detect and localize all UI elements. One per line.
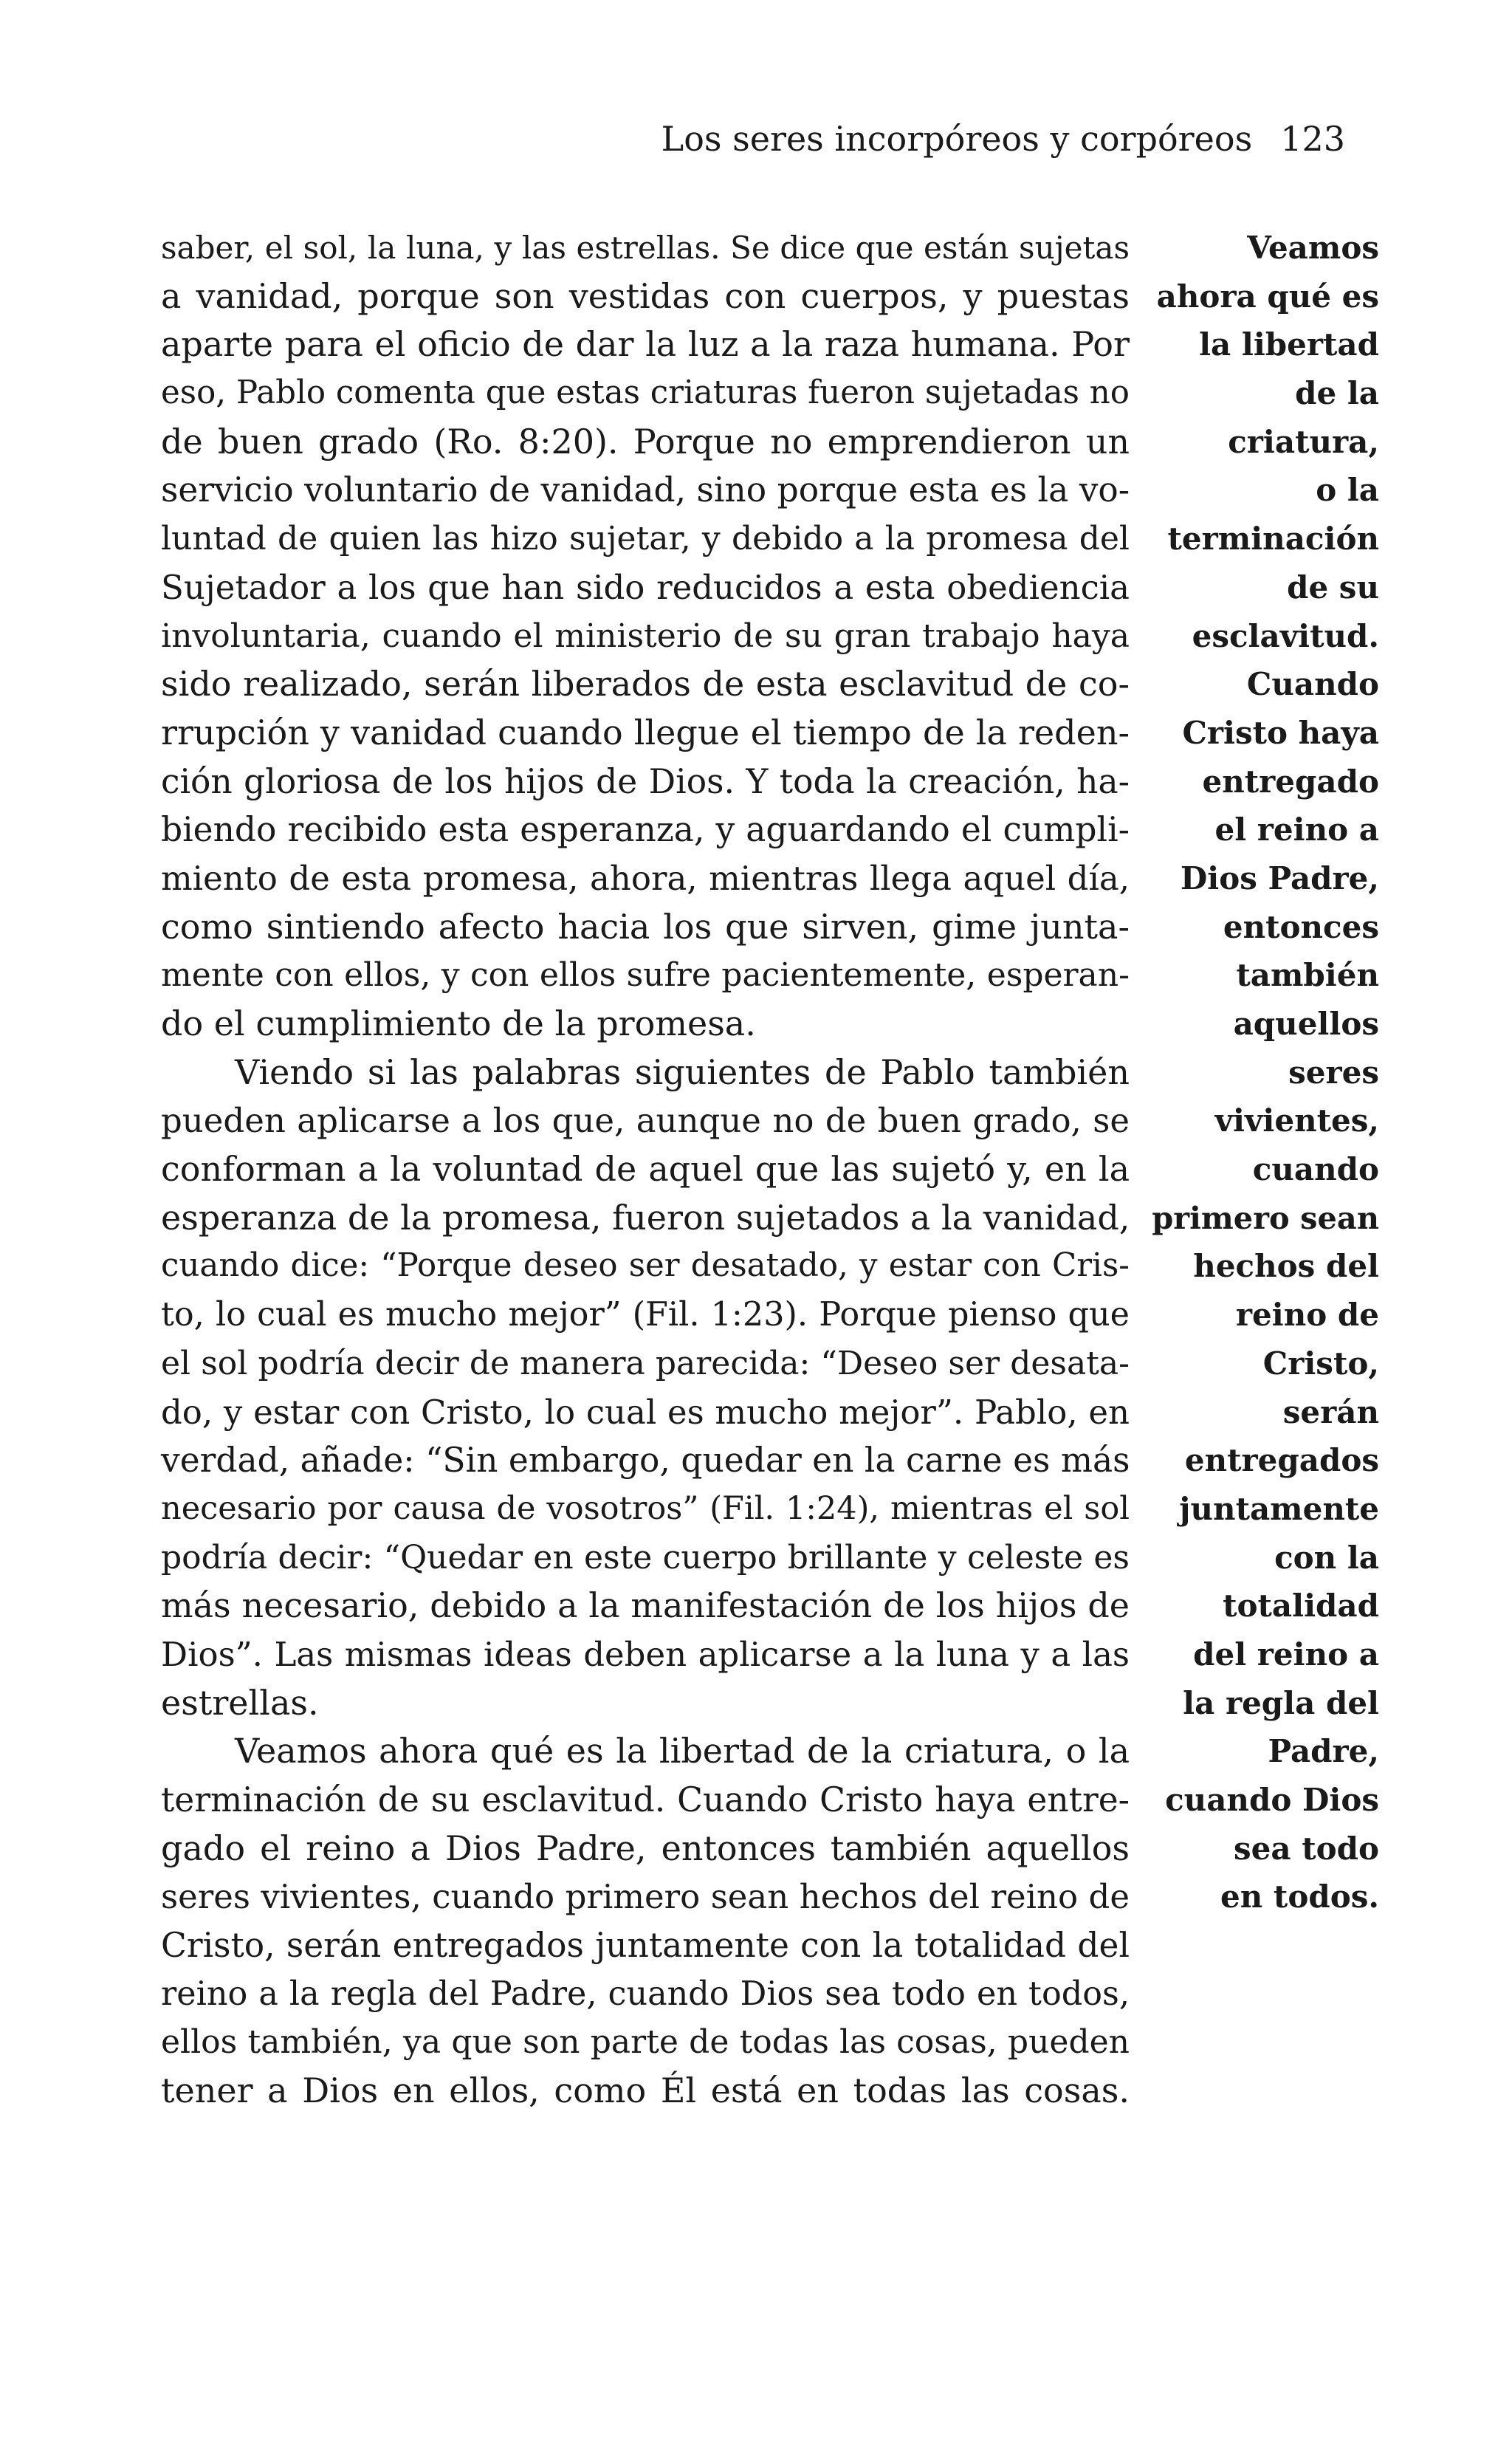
body-line: como sintiendo afecto hacia los que sirven, gime junta- [161, 906, 1130, 947]
margin-note-line: también [1236, 957, 1379, 994]
body-line: Cristo, serán entregados juntamente con la totalidad del [161, 1926, 1130, 1966]
margin-note-line: Cristo haya [1182, 714, 1379, 751]
margin-note-line: Cuando [1246, 666, 1379, 703]
body-line: Dios”. Las mismas ideas deben aplicarse a la luna y a las [161, 1634, 1130, 1674]
body-line: esperanza de la promesa, fueron sujetados a la vanidad, [161, 1197, 1130, 1238]
body-line: conforman a la voluntad de aquel que las sujetó y, en la [161, 1149, 1130, 1190]
body-line: Viendo si las palabras siguientes de Pablo también [235, 1051, 1130, 1092]
margin-note-line: serán [1282, 1393, 1379, 1430]
margin-note-line: con la [1274, 1539, 1379, 1576]
body-line: gado el reino a Dios Padre, entonces también aquellos [161, 1828, 1130, 1868]
body-line: ellos también, ya que son parte de todas las cosas, pueden [161, 2023, 1130, 2062]
body-line: mente con ellos, y con ellos sufre pacientemente, esperan- [161, 956, 1130, 995]
running-title: Los seres incorpóreos y corpóreos [661, 119, 1253, 159]
running-head [662, 118, 1345, 159]
margin-note-line: cuando [1252, 1151, 1379, 1188]
margin-note-line: criatura, [1228, 423, 1379, 460]
body-line: el sol podría decir de manera parecida: “Deseo ser desata- [161, 1344, 1130, 1382]
body-line: pueden aplicarse a los que, aunque no de buen grado, se [161, 1101, 1130, 1141]
body-line: a vanidad, porque son vestidas con cuerpos, y puestas [161, 275, 1130, 316]
body-line: terminación de su esclavitud. Cuando Cristo haya entre- [161, 1780, 1130, 1819]
body-line: tener a Dios en ellos, como Él está en todas las cosas. [161, 2071, 1130, 2111]
body-line: aparte para el oficio de dar la luz a la raza humana. Por [161, 324, 1130, 365]
body-line: Veamos ahora qué es la libertad de la criatura, o la [235, 1731, 1130, 1771]
margin-note-line: esclavitud. [1192, 617, 1379, 654]
margin-note-line: de su [1287, 569, 1379, 605]
margin-note-line: juntamente [1179, 1490, 1379, 1527]
margin-note-line: ahora qué es [1156, 278, 1379, 315]
body-line: do el cumplimiento de la promesa. [161, 1004, 756, 1043]
body-line: to, lo cual es mucho mejor” (Fil. 1:23). Porque pienso que [161, 1296, 1130, 1334]
margin-note-line: vivientes, [1214, 1102, 1379, 1139]
margin-note-line: cuando Dios [1165, 1782, 1379, 1818]
margin-note-line: entregados [1184, 1442, 1379, 1479]
margin-note-line: el reino a [1214, 812, 1379, 848]
margin-note-line: en todos. [1220, 1879, 1379, 1915]
margin-note-line: totalidad [1223, 1588, 1379, 1625]
body-line: ción gloriosa de los hijos de Dios. Y toda la creación, ha- [161, 761, 1130, 801]
margin-note-line: sea todo [1234, 1830, 1379, 1867]
body-line: servicio voluntario de vanidad, sino porque esta es la vo- [161, 470, 1130, 510]
margin-note-line: del reino a [1193, 1636, 1379, 1672]
margin-note-line: de la [1295, 375, 1379, 412]
body-line: do, y estar con Cristo, lo cual es mucho mejor”. Pablo, en [161, 1392, 1130, 1432]
margin-note-line: aquellos [1233, 1006, 1379, 1042]
margin-note-line: entregado [1202, 763, 1379, 800]
margin-note-line: Dios Padre, [1180, 860, 1379, 896]
margin-note-line: Cristo, [1262, 1345, 1379, 1382]
margin-note-line: reino de [1235, 1297, 1379, 1334]
margin-note-line: entonces [1223, 908, 1379, 945]
margin-note-line: o la [1316, 472, 1379, 509]
body-line: seres vivientes, cuando primero sean hechos del reino de [161, 1877, 1130, 1917]
margin-note-line: Veamos [1247, 230, 1379, 266]
body-line: cuando dice: “Porque deseo ser desatado, y estar con Cris- [161, 1247, 1130, 1285]
body-line: necesario por causa de vosotros” (Fil. 1:24), mientras el sol [161, 1489, 1130, 1527]
page-number: 123 [1280, 119, 1345, 159]
body-line: involuntaria, cuando el ministerio de su gran trabajo haya [161, 617, 1130, 655]
body-line: más necesario, debido a la manifestación de los hijos de [161, 1585, 1130, 1626]
body-line: luntad de quien las hizo sujetar, y debido a la promesa del [161, 520, 1130, 558]
body-line: eso, Pablo comenta que estas criaturas fueron sujetadas no [161, 374, 1130, 412]
body-line: saber, el sol, la luna, y las estrellas. Se dice que están sujetas [161, 230, 1130, 266]
margin-note-line: hechos del [1193, 1248, 1379, 1285]
body-line: Sujetador a los que han sido reducidos a esta obediencia [161, 567, 1130, 607]
body-line: de buen grado (Ro. 8:20). Porque no emprendieron un [161, 421, 1130, 462]
body-line: verdad, añade: “Sin embargo, quedar en la carne es más [161, 1441, 1130, 1481]
body-line: rrupción y vanidad cuando llegue el tiempo de la reden- [161, 712, 1130, 752]
body-line: sido realizado, serán liberados de esta esclavitud de co- [161, 664, 1130, 704]
body-line: reino a la regla del Padre, cuando Dios sea todo en todos, [161, 1975, 1130, 2013]
body-line: biendo recibido esta esperanza, y aguardando el cumpli- [161, 810, 1130, 850]
margin-note-line: la regla del [1183, 1684, 1379, 1721]
body-text [161, 224, 1130, 2116]
body-line: estrellas. [161, 1682, 319, 1723]
margin-note-line: seres [1288, 1054, 1379, 1091]
margin-note-line: la libertad [1199, 326, 1379, 363]
body-line: podría decir: “Quedar en este cuerpo brillante y celeste es [161, 1538, 1130, 1577]
margin-note-line: Padre, [1268, 1733, 1379, 1770]
margin-note-line: terminación [1167, 521, 1379, 558]
body-line: miento de esta promesa, ahora, mientras llega aquel día, [161, 858, 1130, 898]
margin-note-line: primero sean [1152, 1199, 1379, 1236]
margin-note [1152, 224, 1379, 1921]
